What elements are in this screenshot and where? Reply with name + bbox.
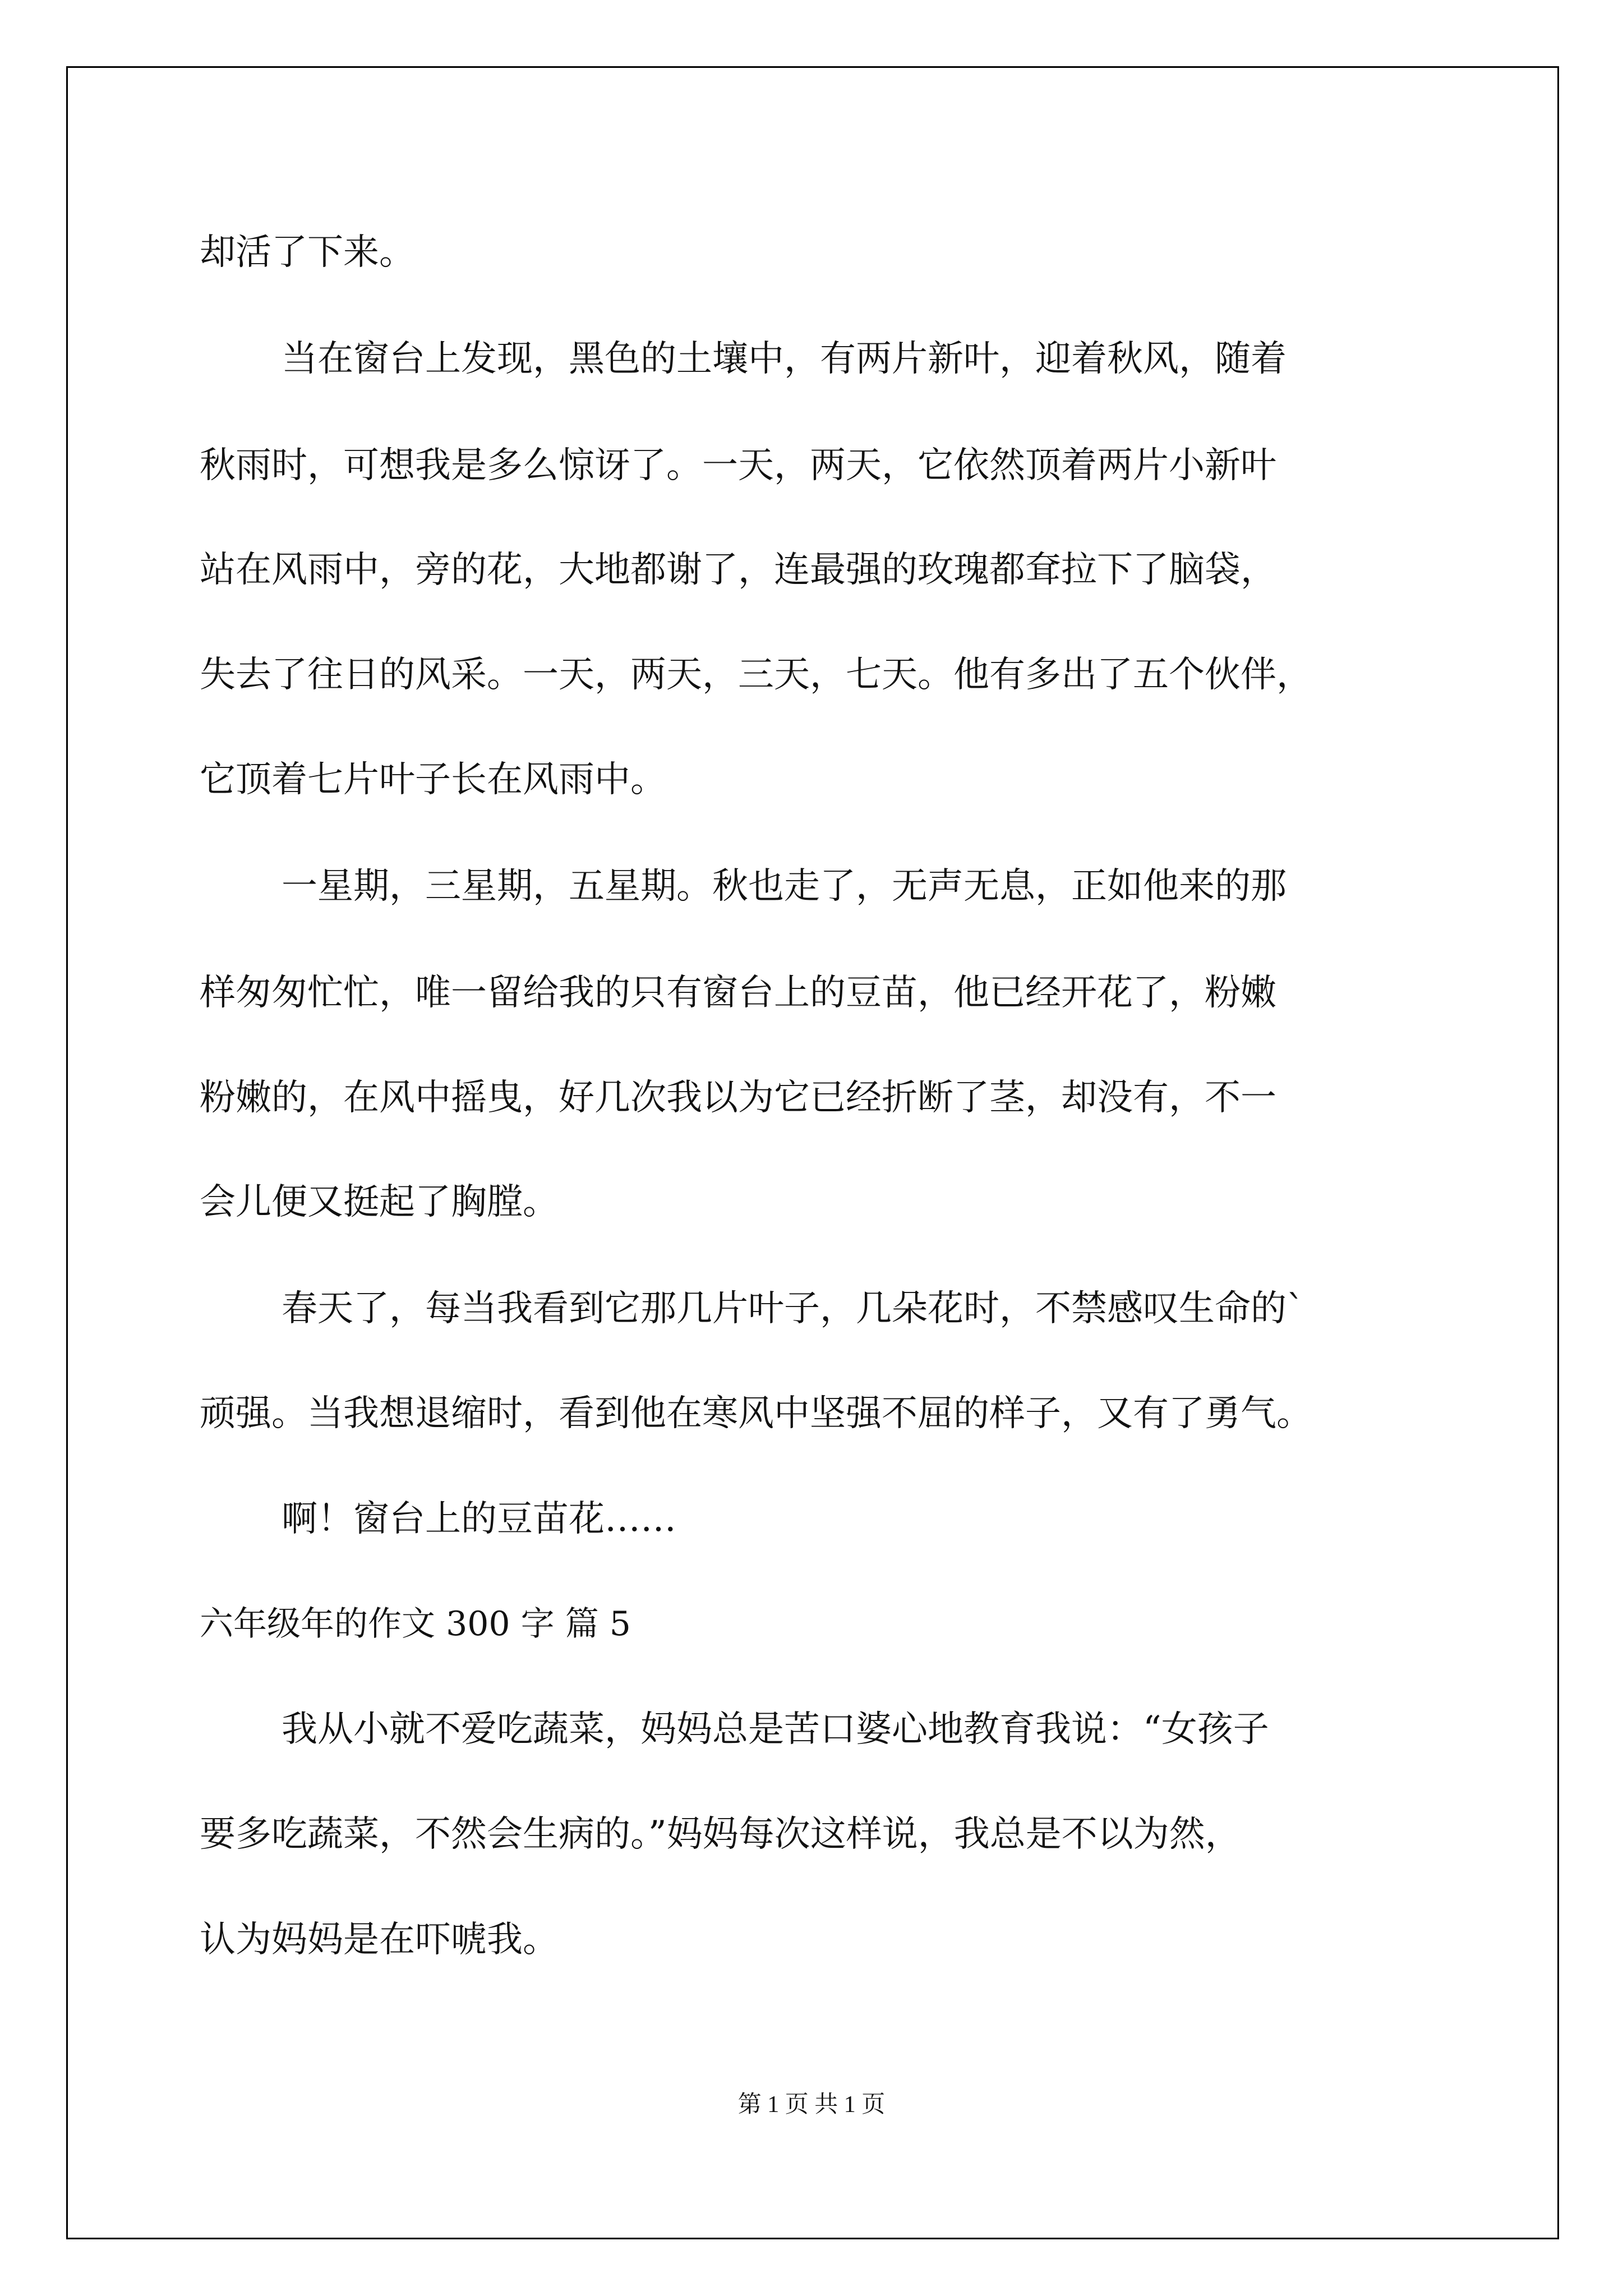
text-line-4: 站在风雨中，旁的花，大地都谢了，连最强的玫瑰都耷拉下了脑袋， [200,549,1276,591]
text-line-12: 顽强。当我想退缩时，看到他在寒风中坚强不屈的样子，又有了勇气。 [200,1393,1312,1434]
text-line-6: 它顶着七片叶子长在风雨中。 [200,759,666,800]
text-line-10: 会儿便又挺起了胸膛。 [200,1181,559,1223]
page-number-footer: 第 1 页 共 1 页 [737,2092,886,2118]
text-line-8: 样匆匆忙忙，唯一留给我的只有窗台上的豆苗，他已经开花了，粉嫩 [200,972,1276,1014]
text-line-3: 秋雨时，可想我是多么惊讶了。一天，两天，它依然顶着两片小新叶 [200,445,1276,486]
text-line-5: 失去了往日的风采。一天，两天，三天，七天。他有多出了五个伙伴， [200,654,1312,696]
paragraph-start-1: 当在窗台上发现，黑色的土壤中，有两片新叶，迎着秋风，随着 [282,338,1287,380]
paragraph-start-5: 我从小就不爱吃蔬菜，妈妈总是苦口婆心地教育我说：“女孩子 [282,1709,1269,1750]
text-line-9: 粉嫩的，在风中摇曳，好几次我以为它已经折断了茎，却没有，不一 [200,1077,1276,1119]
text-line-17: 认为妈妈是在吓唬我。 [200,1919,559,1961]
section-heading: 六年级年的作文 300 字 篇 5 [200,1604,631,1644]
paragraph-start-2: 一星期，三星期，五星期。秋也走了，无声无息，正如他来的那 [282,866,1287,907]
paragraph-start-3: 春天了，每当我看到它那几片叶子，几朵花时，不禁感叹生命的` [282,1288,1304,1329]
paragraph-start-4: 啊！窗台上的豆苗花…… [282,1498,676,1540]
text-line-1: 却活了下来。 [200,232,415,273]
text-line-16: 要多吃蔬菜，不然会生病的。”妈妈每次这样说，我总是不以为然， [200,1814,1241,1855]
page-border [66,66,1559,2239]
